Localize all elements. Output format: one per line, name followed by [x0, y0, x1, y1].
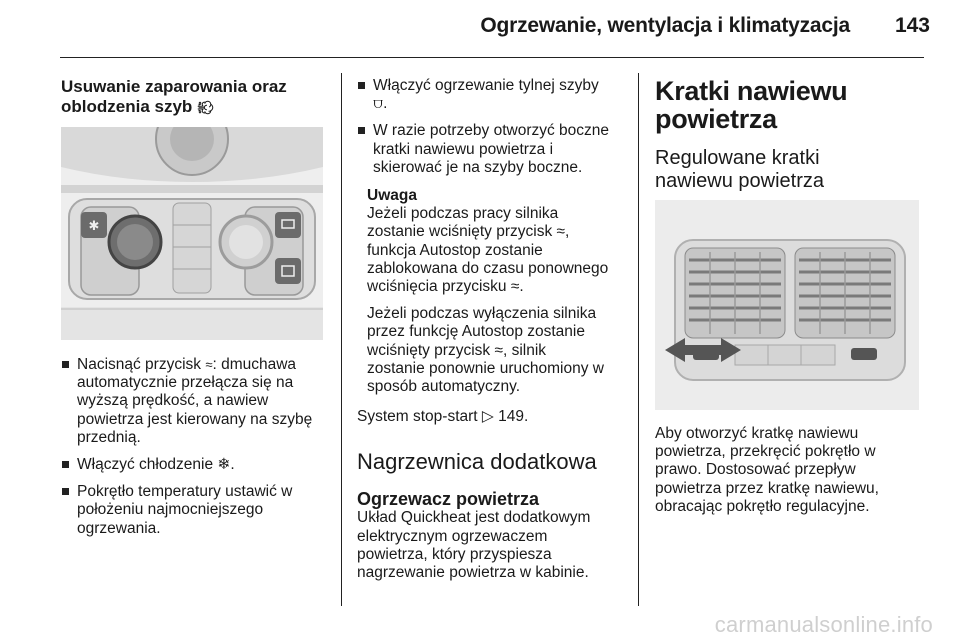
- windscreen-defrost-icon: 💨︎: [197, 100, 214, 115]
- rear-window-heating-icon: ⩌: [373, 95, 384, 113]
- section-heading-adjustable-vents: Regulowane kratki nawiewu powietrza: [655, 147, 824, 192]
- column-divider-2: [638, 73, 639, 606]
- rear-air-vent-photo: [655, 200, 919, 410]
- bullet-item: W razie potrzeby otworzyć boczne kratki nawiewu powietrza i skierować je na szyby boczne.: [357, 122, 632, 177]
- arrow-ref-icon: ▷: [481, 408, 494, 426]
- note-block: Uwaga Jeżeli podczas pracy silnika zostanie wciśnięty przycisk ≈, funkcja Autostop zostanie zablokowana do czasu ponownego wciśnięcia przycisku ≈. Jeżeli podczas wyłączenia silnika przez funkcję Autostop zostanie wciśnięty przycisk ≈, silnik zostanie ponownie uruchomiony w sposób automatyczny.: [357, 187, 632, 396]
- column-2: Włączyć ogrzewanie tylnej szyby ⩌. W razie potrzeby otworzyć boczne kratki nawiewu powietrza i skierować je na szyby boczne. Uwaga Jeżeli podczas pracy silnika zostanie wciśnięty przycisk ≈, funkcja Autostop zostanie zablokowana do czasu ponownego wciśnięcia przycisku ≈. Jeżeli podczas wyłączenia silnika przez funkcję Autostop zostanie wciśnięty przycisk ≈, silnik zostanie ponownie uruchomiony w sposób automatyczny. System stop-start ▷ 149. Nagrzewnica dodatkowa Ogrzewacz powietrza Układ Quickheat jest dodatkowym elektrycznym ogrzewaczem powietrza, który przyspiesza nagrzewanie powietrza w kabinie.: [357, 77, 632, 582]
- windscreen-defrost-icon: ≈: [556, 223, 566, 241]
- section-heading-auxiliary-heater: Nagrzewnica dodatkowa: [357, 449, 597, 475]
- snowflake-icon: ❄: [217, 456, 231, 474]
- bullet-item: Nacisnąć przycisk ≈: dmuchawa automatycznie przełącza się na wyższą prędkość, a nawiew powietrza jest kierowany na szybę przednią.: [61, 356, 333, 447]
- page-number: 143: [894, 14, 930, 37]
- column-divider-1: [341, 73, 342, 606]
- subsection-heading-air-heater: Ogrzewacz powietrza: [357, 489, 540, 510]
- section-heading-defrost: Usuwanie zaparowania oraz oblodzenia szyb 💨︎: [61, 77, 287, 116]
- climate-control-panel-photo: [61, 127, 323, 340]
- header-divider: [60, 57, 924, 58]
- column-3-paragraph: Aby otworzyć kratkę nawiewu powietrza, przekręcić pokrętło w prawo. Dostosować przepływ powietrza przez kratkę nawiewu, obracając pokrętło regulacyjne.: [655, 425, 879, 515]
- running-header-title: Ogrzewanie, wentylacja i klimatyzacja: [480, 14, 850, 37]
- chapter-heading-air-vents: Kratki nawiewu powietrza: [655, 76, 848, 134]
- cross-reference: System stop-start ▷ 149.: [357, 408, 529, 426]
- column-3: [655, 77, 925, 193]
- bullet-item: Włączyć chłodzenie ❄.: [61, 456, 333, 474]
- column-1-bullets: [61, 356, 333, 538]
- note-title: Uwaga: [367, 187, 417, 205]
- windscreen-defrost-icon: ≈: [205, 357, 213, 372]
- bullet-item: Pokrętło temperatury ustawić w położeniu najmocniejszego ogrzewania.: [61, 483, 333, 538]
- windscreen-defrost-icon: ≈: [494, 341, 503, 359]
- svg-text:✱: ✱: [88, 219, 100, 234]
- column-1: [61, 77, 333, 118]
- bullet-item: Włączyć ogrzewanie tylnej szyby ⩌.: [357, 77, 632, 113]
- windscreen-defrost-icon: ≈: [510, 278, 520, 296]
- watermark: carmanualsonline.info: [714, 612, 933, 637]
